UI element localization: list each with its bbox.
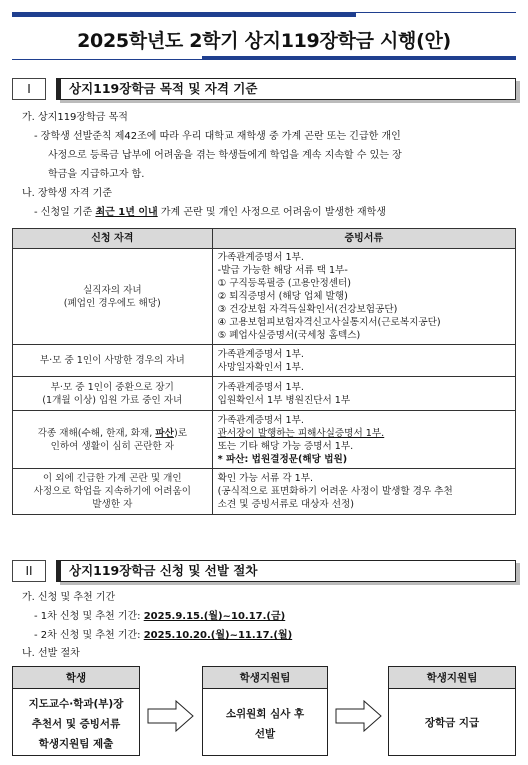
flow-arrow-icon xyxy=(334,698,384,734)
flow-step-body: 소위원회 심사 후 선발 xyxy=(225,708,305,740)
process-label: 나. 선발 절차 xyxy=(22,648,80,659)
flow-arrow-icon xyxy=(146,698,196,734)
criteria-emphasis: 최근 1년 이내 xyxy=(95,207,158,218)
qualification-cell: 부·모 중 1인이 중환으로 장기 (1개월 이상) 입원 가료 중인 자녀 xyxy=(13,377,213,411)
table-header-qualification: 신청 자격 xyxy=(13,229,213,249)
second-period-dates: 2025.10.20.(월)~11.17.(월) xyxy=(143,630,293,641)
flow-step-body: 지도교수·학과(부)장 추천서 및 증빙서류 학생지원팀 제출 xyxy=(28,698,124,750)
documents-cell: 확인 가능 서류 각 1부. (공식적으로 표면화하기 어려운 사정이 발생할 경우 추천 소견 및 증빙서류로 대상자 선정) xyxy=(212,469,515,515)
title-top-rule xyxy=(12,12,516,17)
purpose-line-1: - 장학생 선발준칙 제42조에 따라 우리 대학교 재학생 중 가계 곤란 또는 긴급한 개인 xyxy=(34,131,401,142)
section-1-number: I xyxy=(12,78,46,100)
table-row xyxy=(13,345,516,377)
criteria-line: - 신청일 기준 최근 1년 이내 가계 곤란 및 개인 사정으로 어려움이 발생한 재학생 xyxy=(34,207,386,218)
table-row xyxy=(13,411,516,469)
first-period-line: - 1차 신청 및 추천 기간: 2025.9.15.(월)~10.17.(금) xyxy=(34,611,286,622)
eligibility-table xyxy=(12,228,516,515)
section-2-heading xyxy=(12,560,516,584)
first-period-dates: 2025.9.15.(월)~10.17.(금) xyxy=(143,611,286,622)
flow-step-review xyxy=(202,666,328,756)
flow-step-head: 학생지원팀 xyxy=(389,667,515,689)
purpose-label: 가. 상지119장학금 목적 xyxy=(22,112,128,123)
section-2-number: II xyxy=(12,560,46,582)
qualification-cell: 이 외에 긴급한 가계 곤란 및 개인 사정으로 학업을 지속하기에 어려움이 발생한 자 xyxy=(13,469,213,515)
flow-step-head: 학생지원팀 xyxy=(203,667,327,689)
purpose-line-3: 학금을 지급하고자 함. xyxy=(48,169,145,180)
table-row xyxy=(13,377,516,411)
title-bottom-rule xyxy=(12,56,516,60)
second-period-line: - 2차 신청 및 추천 기간: 2025.10.20.(월)~11.17.(월) xyxy=(34,630,293,641)
documents-cell: 가족관계증명서 1부. 입원확인서 1부 병원진단서 1부 xyxy=(212,377,515,411)
qualification-cell: 실직자의 자녀 (폐업인 경우에도 해당) xyxy=(13,249,213,345)
bankruptcy-emphasis: 파산 xyxy=(155,427,174,439)
qualification-cell: 부·모 중 1인이 사망한 경우의 자녀 xyxy=(13,345,213,377)
purpose-line-2: 사정으로 등록금 납부에 어려움을 겪는 학생들에게 학업을 계속 지속할 수 있는 장 xyxy=(48,150,402,161)
flow-step-body: 장학금 지급 xyxy=(424,717,480,729)
flow-step-payment xyxy=(388,666,516,756)
section-1-title: 상지119장학금 목적 및 자격 기준 xyxy=(56,78,516,100)
table-row xyxy=(13,249,516,345)
table-row xyxy=(13,469,516,515)
table-header-documents: 증빙서류 xyxy=(212,229,515,249)
flow-step-student xyxy=(12,666,140,756)
flow-step-head: 학생 xyxy=(13,667,139,689)
documents-cell: 가족관계증명서 1부. -발급 가능한 해당 서류 택 1부- ① 구직등록필증 (고용안정센터) ② 퇴직증명서 (해당 업체 발행) ③ 건강보험 자격득실확인서(건강보험공단) ④ 고용보험피보험자격신고사실통지서(근로복지공단) ⑤ 폐업사실증명서(국세청 홈텍스) xyxy=(212,249,515,345)
section-1-heading xyxy=(12,78,516,102)
criteria-label: 나. 장학생 자격 기준 xyxy=(22,188,112,199)
documents-cell: 가족관계증명서 1부. 사망일자확인서 1부. xyxy=(212,345,515,377)
qualification-cell: 각종 재해(수해, 한재, 화재, 파산)로 인하여 생활이 심히 곤란한 자 xyxy=(13,411,213,469)
page-title: 2025학년도 2학기 상지119장학금 시행(안) xyxy=(77,30,451,52)
period-label: 가. 신청 및 추천 기간 xyxy=(22,592,116,603)
title-banner xyxy=(12,12,516,60)
documents-cell: 가족관계증명서 1부. 관서장이 발행하는 피해사실증명서 1부. 또는 기타 해당 가능 증명서 1부. * 파산: 법원결정문(해당 법원) xyxy=(212,411,515,469)
section-2-title: 상지119장학금 신청 및 선발 절차 xyxy=(56,560,516,582)
